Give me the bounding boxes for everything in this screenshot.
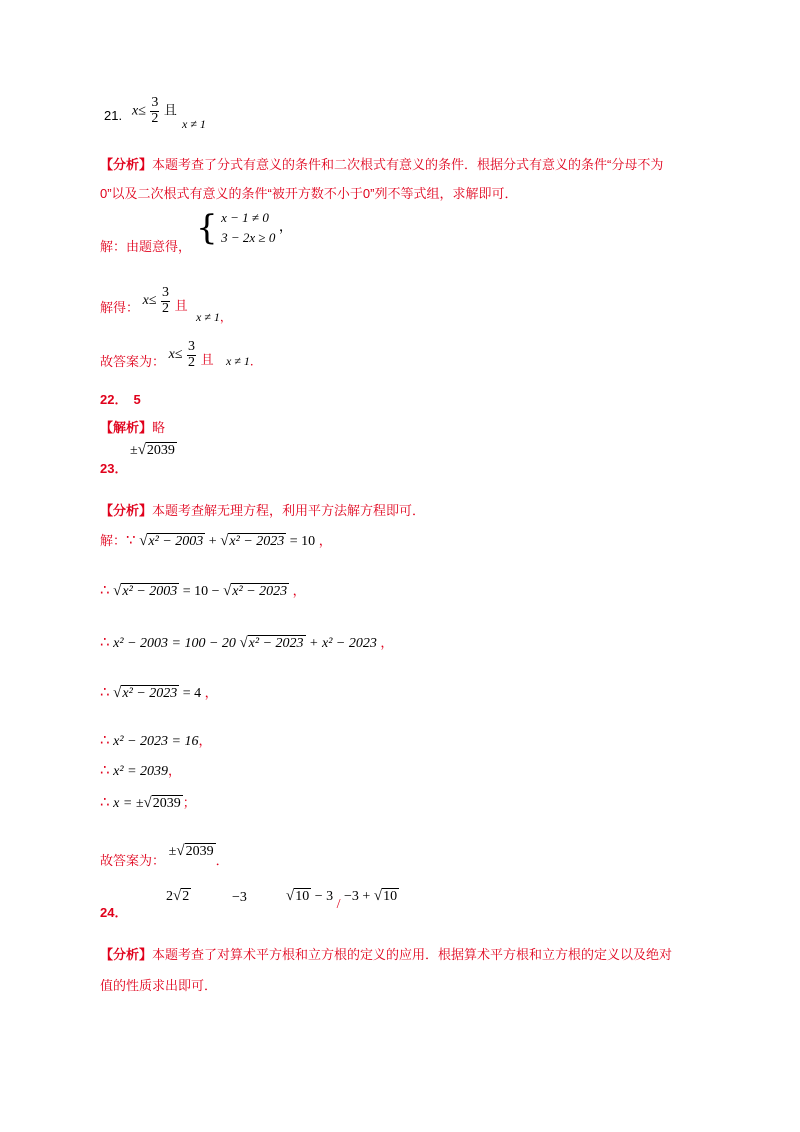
- q23-final: 故答案为： ±√2039．: [100, 843, 229, 868]
- q21-number: 21.: [104, 108, 123, 123]
- q24-analysis-line1: 【分析】本题考查了对算术平方根和立方根的定义的应用．根据算术平方根和立方根的定义以及绝对: [100, 947, 673, 962]
- q24-number: 24．: [100, 905, 128, 920]
- q23-analysis: 【分析】本题考查解无理方程，利用平方法解方程即可．: [100, 503, 426, 518]
- q23-step1: 解：∵ √x² − 2003 + √x² − 2023 = 10 ，: [100, 532, 332, 549]
- q24-answer-3: √10 − 3 / −3 + √10: [286, 888, 398, 912]
- q23-step6: ∴ x² = 2039，: [100, 762, 182, 779]
- q21-answer-cond: x ≠ 1: [182, 117, 206, 131]
- q21-result-cond: x ≠ 1，: [196, 310, 232, 324]
- q23-answer: ±√2039: [130, 442, 175, 458]
- q21-inequality-system: { x − 1 ≠ 0 3 − 2x ≥ 0 ，: [196, 208, 293, 248]
- q23-step3: ∴ x² − 2003 = 100 − 20 √x² − 2023 + x² − 2023 ，: [100, 634, 394, 651]
- q24-answer-2: −3: [232, 890, 247, 905]
- q23-step2: ∴ √x² − 2003 = 10 − √x² − 2023 ，: [100, 582, 306, 599]
- q23-step7: ∴ x = ±√2039 ；: [100, 794, 196, 811]
- q24-answer-1: 2√2: [166, 888, 190, 904]
- q21-result: 解得： x≤ $\frac{3}{2}$ 且: [100, 285, 188, 316]
- q21-final-cond: x ≠ 1．: [226, 354, 262, 368]
- q21-analysis-line2: 0”以及二次根式有意义的条件“被开方数不小于0”列不等式组，求解即可．: [100, 186, 518, 201]
- q23-step5: ∴ x² − 2023 = 16，: [100, 732, 212, 749]
- q23-step4: ∴ √x² − 2023 = 4 ，: [100, 684, 218, 701]
- q22-number: 22． 5: [100, 392, 141, 407]
- brace-icon: {: [196, 208, 218, 248]
- q21-final: 故答案为： x≤ $\frac{3}{2}$ 且: [100, 339, 214, 370]
- q23-number: 23．: [100, 461, 128, 476]
- q21-answer: x≤ $\frac{3}{2}$ 且: [132, 95, 177, 126]
- q21-analysis-line1: 【分析】本题考查了分式有意义的条件和二次根式有意义的条件．根据分式有意义的条件“分母不为: [100, 157, 664, 172]
- q24-analysis-line2: 值的性质求出即可．: [100, 978, 218, 993]
- q21-solve-label: 解：由题意得，: [100, 239, 192, 254]
- q22-explanation: 【解析】略: [100, 420, 166, 435]
